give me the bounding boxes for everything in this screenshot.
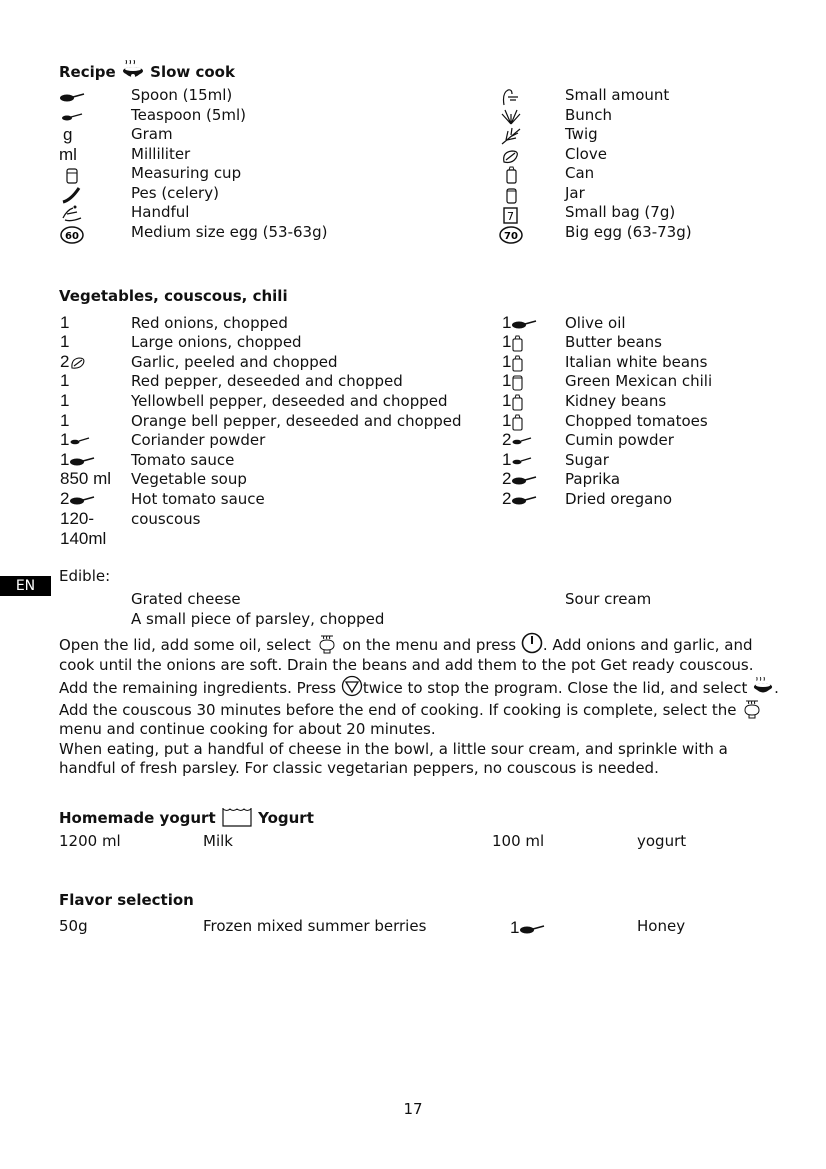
legend-egg-60-label: Medium size egg (53-63g) <box>131 223 328 241</box>
ingredient-quantity <box>502 411 525 431</box>
ingredient-quantity-number: 850 ml <box>60 469 112 488</box>
ingredient-quantity <box>60 352 87 372</box>
instructions-paragraph <box>59 632 779 779</box>
slow-cook-icon <box>121 60 145 82</box>
teaspoon-icon <box>69 434 91 448</box>
ingredient-name: Red onions, chopped <box>131 314 288 332</box>
yogurt-item: Milk <box>203 832 233 850</box>
ingredient-name: Sugar <box>565 451 609 469</box>
yogurt-item: yogurt <box>637 832 687 850</box>
legend-handful-label: Handful <box>131 203 190 221</box>
ingredient-quantity-number: 1 <box>60 391 70 410</box>
ingredient-name: Green Mexican chili <box>565 372 713 390</box>
egg-70-icon <box>498 225 524 245</box>
ingredient-quantity <box>60 509 106 549</box>
ingredient-quantity-number: 1 <box>502 332 512 351</box>
legend-egg-70-label: Big egg (63-73g) <box>565 223 692 241</box>
ingredient-name: Italian white beans <box>565 353 708 371</box>
yogurt-title-text: Homemade yogurt <box>59 809 216 827</box>
twig-icon <box>498 126 524 146</box>
flavor-qty: 50g <box>59 917 88 935</box>
ingredient-quantity <box>60 391 69 411</box>
ingredient-quantity-number: 140ml <box>60 529 107 548</box>
egg-60-label: 60 <box>65 231 79 242</box>
ingredient-name: Olive oil <box>565 314 626 332</box>
ingredient-quantity <box>60 371 69 391</box>
ingredient-quantity-number: 1 <box>502 391 512 410</box>
small-bag-icon <box>498 205 524 225</box>
flavor-item: Honey <box>637 917 686 935</box>
ingredient-quantity <box>502 391 525 411</box>
spoon-icon <box>59 87 85 107</box>
instruction-text: on the menu and press <box>342 636 517 654</box>
legend-clove-label: Clove <box>565 145 607 163</box>
ingredient-name: Kidney beans <box>565 392 667 410</box>
ingredient-quantity-number: 120- <box>60 509 95 528</box>
instruction-text: menu and continue cooking for about 20 minutes. <box>59 720 436 738</box>
ingredient-quantity <box>60 332 69 352</box>
flavor-qty <box>510 918 545 938</box>
teaspoon-icon <box>511 454 533 468</box>
language-tab: EN <box>0 576 51 596</box>
instruction-text: Open the lid, add some oil, select <box>59 636 311 654</box>
clove-icon <box>498 146 524 166</box>
ingredient-name: Chopped tomatoes <box>565 412 708 430</box>
spoon-icon <box>511 473 537 487</box>
legend-twig-label: Twig <box>565 125 598 143</box>
steam-menu-icon <box>741 699 763 719</box>
yogurt-icon <box>221 806 253 828</box>
ingredient-quantity-number: 1 <box>60 430 70 449</box>
page-number: 17 <box>403 1100 423 1118</box>
can-icon <box>511 413 525 431</box>
egg-70-label: 70 <box>504 231 518 242</box>
ingredient-quantity-number: 1 <box>60 371 70 390</box>
ingredient-name: Cumin powder <box>565 431 674 449</box>
edible-item: Sour cream <box>565 590 652 608</box>
ingredient-name: Orange bell pepper, deseeded and chopped <box>131 412 462 430</box>
ingredient-quantity <box>502 352 525 372</box>
teaspoon-icon <box>59 107 85 127</box>
ingredient-name: Dried oregano <box>565 490 673 508</box>
egg-60-icon <box>59 225 85 245</box>
jar-icon <box>498 185 524 205</box>
legend-gram-label: Gram <box>131 125 173 143</box>
can-icon <box>511 334 525 352</box>
clove-icon <box>69 355 87 371</box>
power-icon <box>521 632 543 654</box>
ingredient-quantity <box>60 489 95 509</box>
small-amount-icon <box>498 87 524 107</box>
legend-milliliter-label: Milliliter <box>131 145 191 163</box>
small-bag-label: 7 <box>507 210 514 223</box>
bunch-icon <box>498 106 524 126</box>
ingredient-quantity-number: 1 <box>60 313 70 332</box>
ingredient-quantity <box>502 313 537 333</box>
spoon-icon <box>519 922 545 936</box>
recipe-mode-text: Slow cook <box>150 63 235 81</box>
legend-small-amount-label: Small amount <box>565 86 670 104</box>
vegetables-section-title: Vegetables, couscous, chili <box>59 287 288 305</box>
ingredient-name: Yellowbell pepper, deseeded and chopped <box>131 392 448 410</box>
flavor-section-title: Flavor selection <box>59 891 194 909</box>
handful-icon <box>59 204 85 224</box>
celery-icon <box>59 185 85 205</box>
ingredient-name: couscous <box>131 510 201 528</box>
legend-measuring-cup-label: Measuring cup <box>131 164 242 182</box>
ingredient-quantity-number: 1 <box>502 371 512 390</box>
ingredient-name: Coriander powder <box>131 431 266 449</box>
slow-cook-icon <box>752 677 774 697</box>
ingredient-name: Butter beans <box>565 333 662 351</box>
ingredient-quantity-number: 1 <box>502 411 512 430</box>
legend-bunch-label: Bunch <box>565 106 613 124</box>
ingredient-quantity-number: 1 <box>502 313 512 332</box>
recipe-title <box>59 60 235 82</box>
measuring-cup-icon <box>59 166 85 186</box>
ingredient-quantity-number: 2 <box>502 489 512 508</box>
ingredient-quantity <box>502 371 525 391</box>
milliliter-icon: ml <box>59 145 77 164</box>
ingredient-name: Tomato sauce <box>131 451 235 469</box>
yogurt-mode-text: Yogurt <box>258 809 314 827</box>
ingredient-name: Garlic, peeled and chopped <box>131 353 338 371</box>
legend-small-bag-label: Small bag (7g) <box>565 203 676 221</box>
ingredient-quantity-number: 2 <box>502 469 512 488</box>
spoon-icon <box>69 493 95 507</box>
ingredient-quantity-number: 1 <box>60 411 70 430</box>
ingredient-quantity <box>60 411 69 431</box>
edible-item: Grated cheese <box>131 590 241 608</box>
ingredient-quantity-number: 1 <box>60 332 70 351</box>
edible-item: A small piece of parsley, chopped <box>131 610 385 628</box>
edible-label: Edible: <box>59 567 111 585</box>
ingredient-quantity <box>502 489 537 509</box>
ingredient-quantity <box>502 332 525 352</box>
ingredient-quantity-number: 2 <box>60 489 70 508</box>
yogurt-section-title <box>59 806 314 828</box>
instruction-text: . Add onions and garlic, and cook until the onions are soft. Drain the beans and add them to the pot Get ready couscous. Add the remaining ingredients. Press <box>59 636 754 697</box>
ingredient-quantity <box>502 469 537 489</box>
ingredient-quantity <box>60 313 69 333</box>
ingredient-quantity-number: 1 <box>502 450 512 469</box>
instruction-text: twice to stop the program. Close the lid, and select <box>362 679 748 697</box>
ingredient-quantity <box>502 450 533 470</box>
ingredient-quantity-number: 1 <box>60 450 70 469</box>
recipe-title-text: Recipe <box>59 63 116 81</box>
ingredient-quantity <box>60 430 91 450</box>
legend-spoon-label: Spoon (15ml) <box>131 86 233 104</box>
teaspoon-icon <box>511 434 533 448</box>
can-icon <box>498 165 524 185</box>
ingredient-name: Hot tomato sauce <box>131 490 265 508</box>
can-icon <box>511 354 525 372</box>
stop-icon <box>341 675 363 697</box>
ingredient-quantity <box>502 430 533 450</box>
instruction-text: . Add the couscous 30 minutes before the end of cooking. If cooking is complete, select the <box>59 679 779 719</box>
ingredient-quantity-number: 1 <box>502 352 512 371</box>
yogurt-qty: 100 ml <box>492 832 545 850</box>
ingredient-quantity-number: 2 <box>502 430 512 449</box>
spoon-icon <box>69 454 95 468</box>
can-icon <box>511 393 525 411</box>
ingredient-name: Paprika <box>565 470 621 488</box>
ingredient-quantity-number: 2 <box>60 352 70 371</box>
ingredient-quantity <box>60 469 111 489</box>
ingredient-name: Large onions, chopped <box>131 333 302 351</box>
ingredient-quantity <box>60 450 95 470</box>
flavor-qty-number: 1 <box>510 918 520 937</box>
gram-icon: g <box>63 125 73 144</box>
legend-can-label: Can <box>565 164 595 182</box>
flavor-item: Frozen mixed summer berries <box>203 917 427 935</box>
spoon-icon <box>511 317 537 331</box>
legend-jar-label: Jar <box>565 184 585 202</box>
legend-teaspoon-label: Teaspoon (5ml) <box>131 106 247 124</box>
ingredient-name: Vegetable soup <box>131 470 247 488</box>
steam-menu-icon <box>316 634 338 654</box>
yogurt-qty: 1200 ml <box>59 832 121 850</box>
instruction-text: When eating, put a handful of cheese in the bowl, a little sour cream, and sprinkle with a handful of fresh parsley. For classic vegetarian peppers, no couscous is needed. <box>59 739 728 777</box>
jar-icon <box>511 373 525 391</box>
legend-celery-label: Pes (celery) <box>131 184 219 202</box>
ingredient-name: Red pepper, deseeded and chopped <box>131 372 403 390</box>
spoon-icon <box>511 493 537 507</box>
